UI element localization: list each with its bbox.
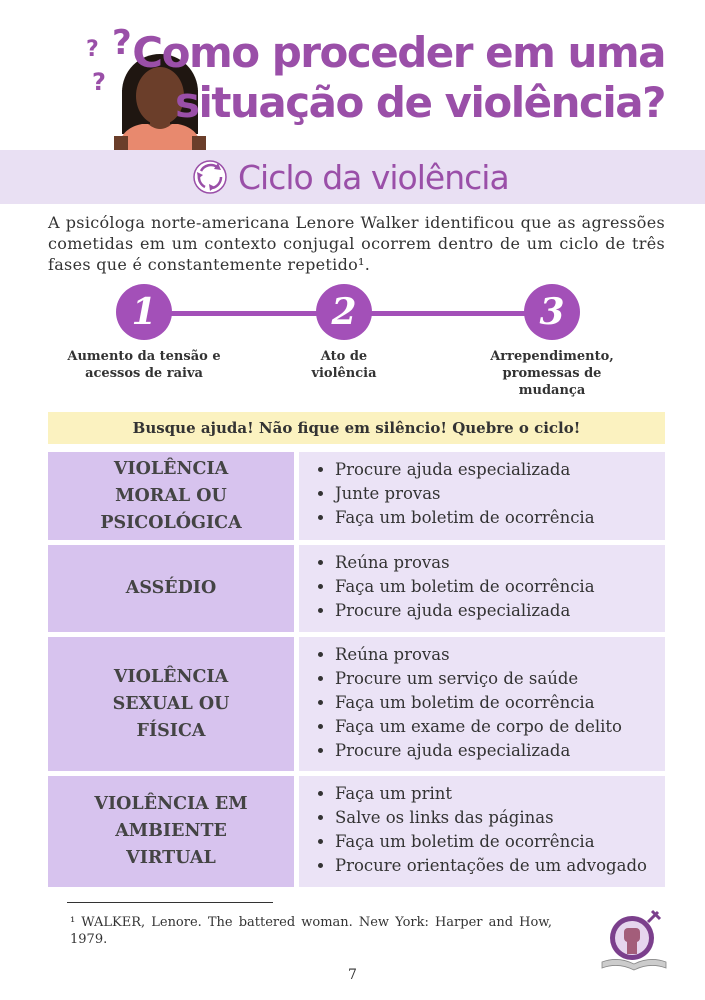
footnote-divider [67,902,273,903]
svg-text:?: ? [112,24,132,63]
step-2 [264,284,424,382]
list-item: • Reúna provas [335,643,655,667]
page-number: 7 [348,967,357,983]
cycle-arrows-icon [190,157,230,197]
list-item: • Faça um exame de corpo de delito [335,715,655,739]
section-title: Ciclo da violência [238,157,509,197]
step-label: Aumento da tensão e acessos de raiva [67,349,221,381]
table-row [48,637,665,771]
list-item: • Faça um boletim de ocorrência [335,506,655,530]
step-number: 3 [524,284,580,340]
table-row [48,452,665,540]
table-row [48,545,665,632]
cycle-steps [48,284,665,404]
page-title [132,28,665,128]
row-title: VIOLÊNCIA EM AMBIENTE VIRTUAL [48,776,294,887]
list-item: • Procure orientações de um advogado [335,854,655,878]
list-item: • Procure ajuda especializada [335,739,655,763]
page-title-line2: situação de violência? [174,78,665,127]
section-header [190,154,509,200]
intro-paragraph: A psicóloga norte-americana Lenore Walker identificou que as agressões cometidas em um contexto conjugal ocorrem dentro de um ciclo de três fases que é constantemente repetido¹. [48,213,665,274]
step-label: Arrependimento, promessas de mudança [490,349,614,398]
row-title: VIOLÊNCIA SEXUAL OU FÍSICA [48,637,294,771]
list-item: • Procure ajuda especializada [335,599,655,623]
page-title-line1: Como proceder em uma [132,28,665,77]
list-item: • Faça um boletim de ocorrência [335,691,655,715]
step-3 [472,284,632,399]
row-actions [299,545,665,632]
list-item: • Faça um print [335,782,655,806]
row-actions [299,637,665,771]
svg-text:?: ? [86,37,99,62]
list-item: • Faça um boletim de ocorrência [335,575,655,599]
list-item: • Procure um serviço de saúde [335,667,655,691]
footnote: ¹ WALKER, Lenore. The battered woman. New York: Harper and How, 1979. [70,915,552,947]
section-band [0,150,705,204]
step-number: 1 [116,284,172,340]
list-item: • Procure ajuda especializada [335,458,655,482]
row-actions [299,776,665,887]
row-title: VIOLÊNCIA MORAL OU PSICOLÓGICA [48,452,294,540]
table-row [48,776,665,887]
step-label: Ato de violência [311,349,377,381]
list-item: • Junte provas [335,482,655,506]
help-banner: Busque ajuda! Não fique em silêncio! Quebre o ciclo! [48,412,665,444]
list-item: • Salve os links das páginas [335,806,655,830]
step-1 [64,284,224,382]
feminist-fist-logo [598,904,670,976]
row-actions [299,452,665,540]
row-title: ASSÉDIO [48,545,294,632]
list-item: • Faça um boletim de ocorrência [335,830,655,854]
svg-text:?: ? [92,68,106,96]
list-item: • Reúna provas [335,551,655,575]
step-number: 2 [316,284,372,340]
violence-types-table [48,452,665,892]
